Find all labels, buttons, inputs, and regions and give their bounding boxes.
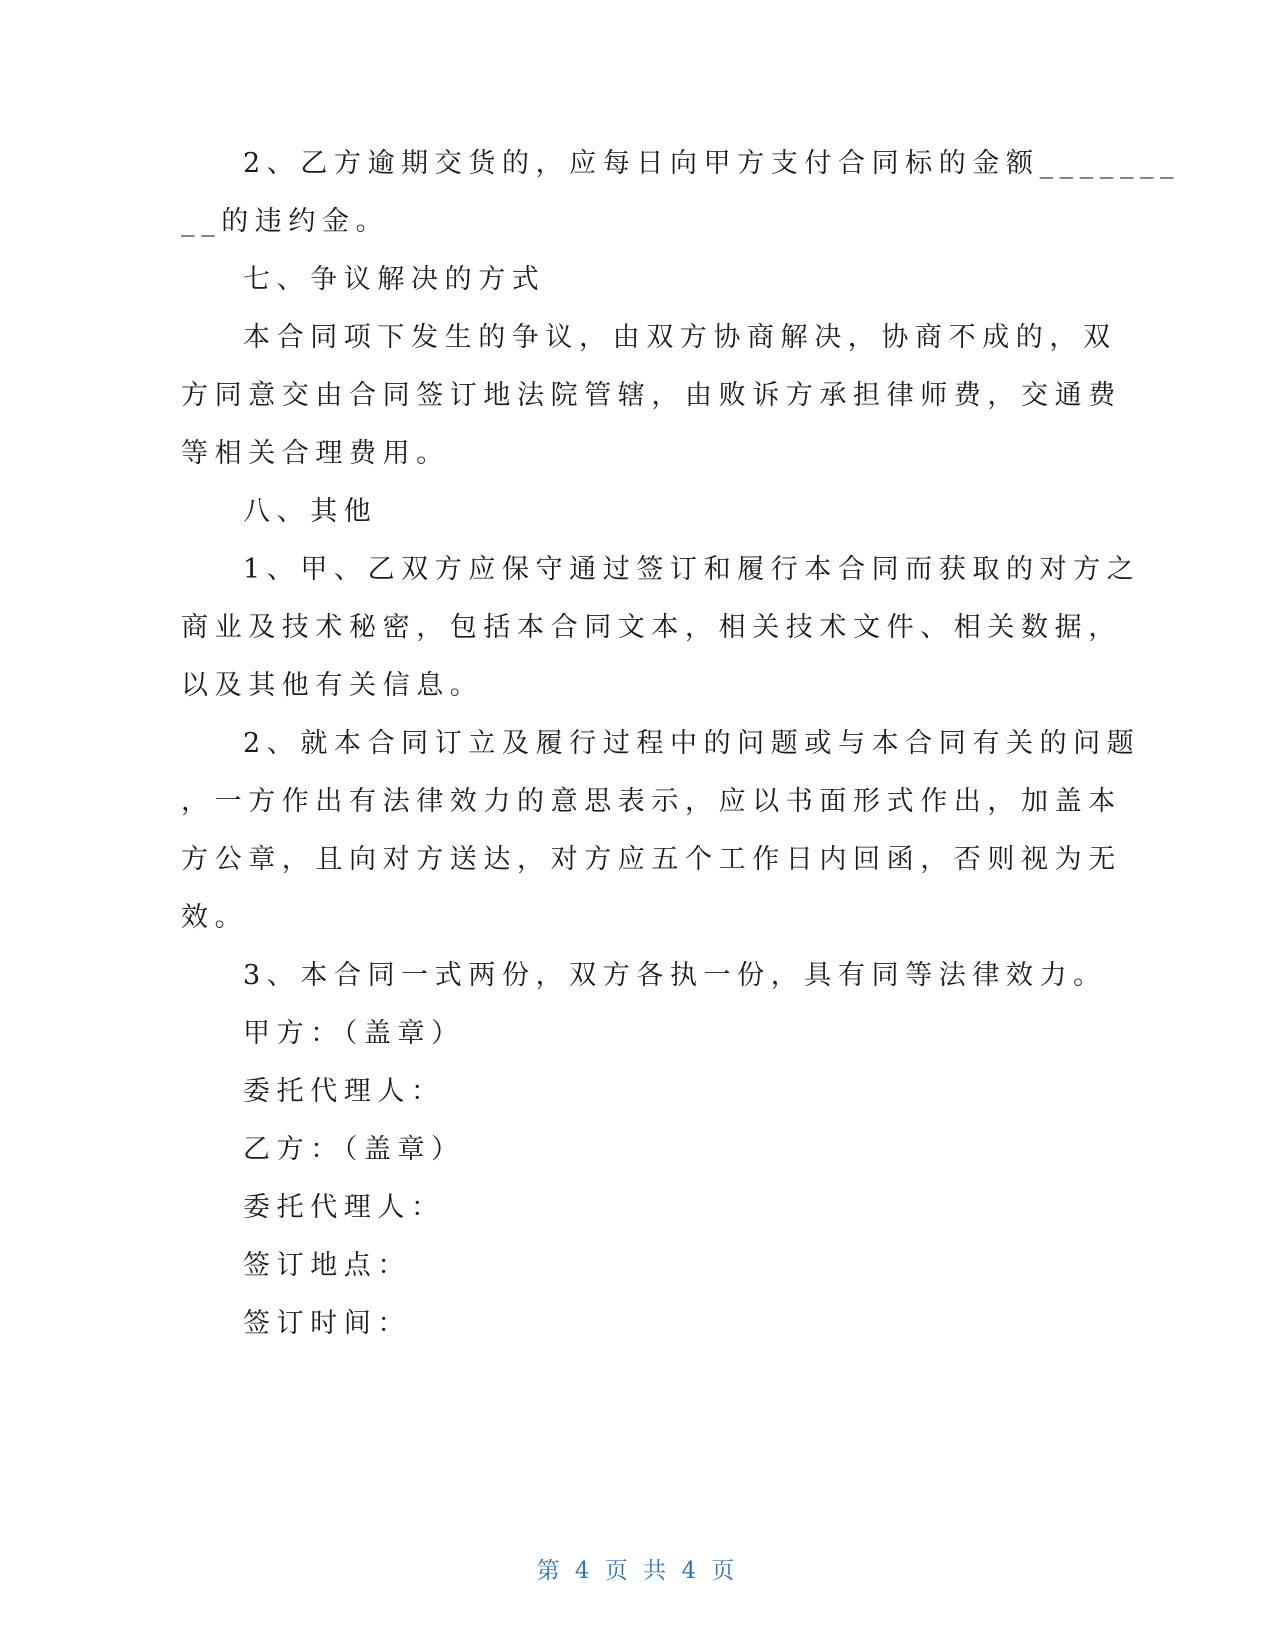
clause-8-1-line-3: 以及其他有关信息。 <box>181 670 484 701</box>
party-a-agent: 委托代理人： <box>243 1076 445 1107</box>
signing-time: 签订时间： <box>243 1308 411 1339</box>
section-7-line-2: 方同意交由合同签订地法院管辖，由败诉方承担律师费，交通费 <box>181 380 1122 411</box>
section-7-line-3: 等相关合理费用。 <box>181 438 450 469</box>
section-8-heading: 八、其他 <box>243 496 378 527</box>
section-7-heading: 七、争议解决的方式 <box>243 264 546 295</box>
clause-8-1-line-1: 1、甲、乙双方应保守通过签订和履行本合同而获取的对方之 <box>243 554 1141 585</box>
clause-8-2-line-2: ，一方作出有法律效力的意思表示，应以书面形式作出，加盖本 <box>181 786 1122 817</box>
signing-place: 签订地点： <box>243 1250 411 1281</box>
clause-6-2-line-2: __的违约金。 <box>181 206 390 237</box>
clause-8-1-line-2: 商业及技术秘密，包括本合同文本，相关技术文件、相关数据， <box>181 612 1122 643</box>
clause-8-2-line-1: 2、就本合同订立及履行过程中的问题或与本合同有关的问题 <box>243 728 1141 759</box>
clause-8-2-line-4: 效。 <box>181 902 249 933</box>
clause-8-2-line-3: 方公章，且向对方送达，对方应五个工作日内回函，否则视为无 <box>181 844 1122 875</box>
clause-6-2-line-1: 2、乙方逾期交货的，应每日向甲方支付合同标的金额_______ <box>243 148 1181 179</box>
page-number-footer: 第 4 页 共 4 页 <box>536 1558 739 1584</box>
clause-8-3: 3、本合同一式两份，双方各执一份，具有同等法律效力。 <box>243 960 1107 991</box>
party-b-agent: 委托代理人： <box>243 1192 445 1223</box>
party-a-seal: 甲方：（盖章） <box>243 1018 465 1049</box>
party-b-seal: 乙方：（盖章） <box>243 1134 465 1165</box>
section-7-line-1: 本合同项下发生的争议，由双方协商解决，协商不成的，双 <box>243 322 1117 353</box>
